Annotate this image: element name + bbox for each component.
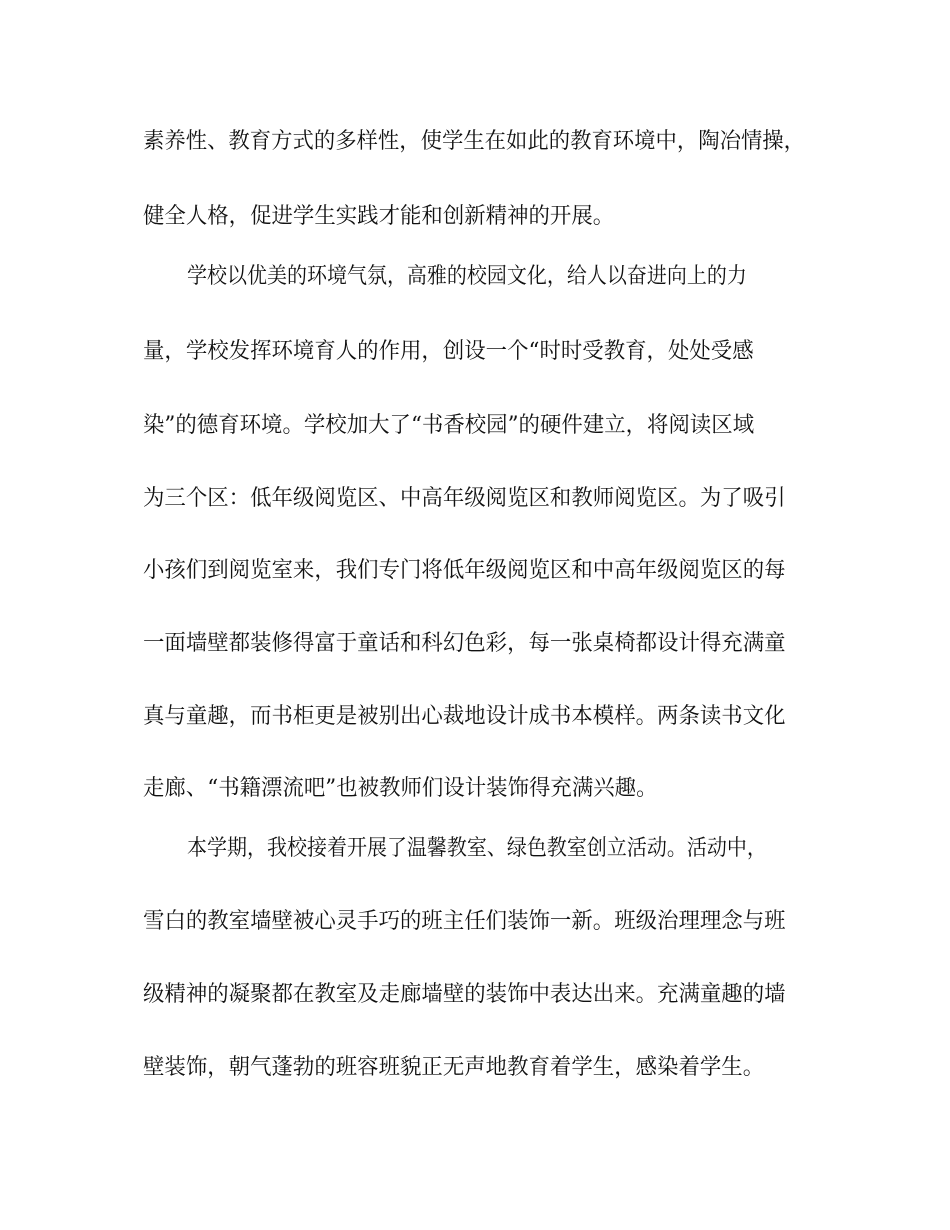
text-line: 为三个区：低年级阅览区、中高年级阅览区和教师阅览区。为了吸引 xyxy=(143,486,786,511)
text-line: 染”的德育环境。学校加大了“书香校园”的硬件建立，将阅读区域 xyxy=(143,413,755,438)
text-line: 素养性、教育方式的多样性，使学生在如此的教育环境中，陶冶情操， xyxy=(143,129,806,154)
text-line: 壁装饰，朝气蓬勃的班容班貌正无声地教育着学生，感染着学生。 xyxy=(143,1055,765,1080)
text-line: 小孩们到阅览室来，我们专门将低年级阅览区和中高年级阅览区的每 xyxy=(143,558,786,583)
paragraph-first-line: 学校以优美的环境气氛，高雅的校园文化，给人以奋进向上的力 xyxy=(187,264,747,289)
text-line: 量，学校发挥环境育人的作用，创设一个“时时受教育，处处受感 xyxy=(143,339,754,364)
text-line: 走廊、“书籍漂流吧”也被教师们设计装饰得充满兴趣。 xyxy=(143,776,658,801)
text-line: 级精神的凝聚都在教室及走廊墙壁的装饰中表达出来。充满童趣的墙 xyxy=(143,982,786,1007)
text-line: 健全人格，促进学生实践才能和创新精神的开展。 xyxy=(143,204,615,229)
text-line: 真与童趣，而书柜更是被别出心裁地设计成书本模样。两条读书文化 xyxy=(143,704,786,729)
text-line: 雪白的教室墙壁被心灵手巧的班主任们装饰一新。班级治理理念与班 xyxy=(143,909,786,934)
text-line: 一面墙壁都装修得富于童话和科幻色彩，每一张桌椅都设计得充满童 xyxy=(143,631,786,656)
paragraph-first-line: 本学期，我校接着开展了温馨教室、绿色教室创立活动。活动中， xyxy=(187,836,767,861)
